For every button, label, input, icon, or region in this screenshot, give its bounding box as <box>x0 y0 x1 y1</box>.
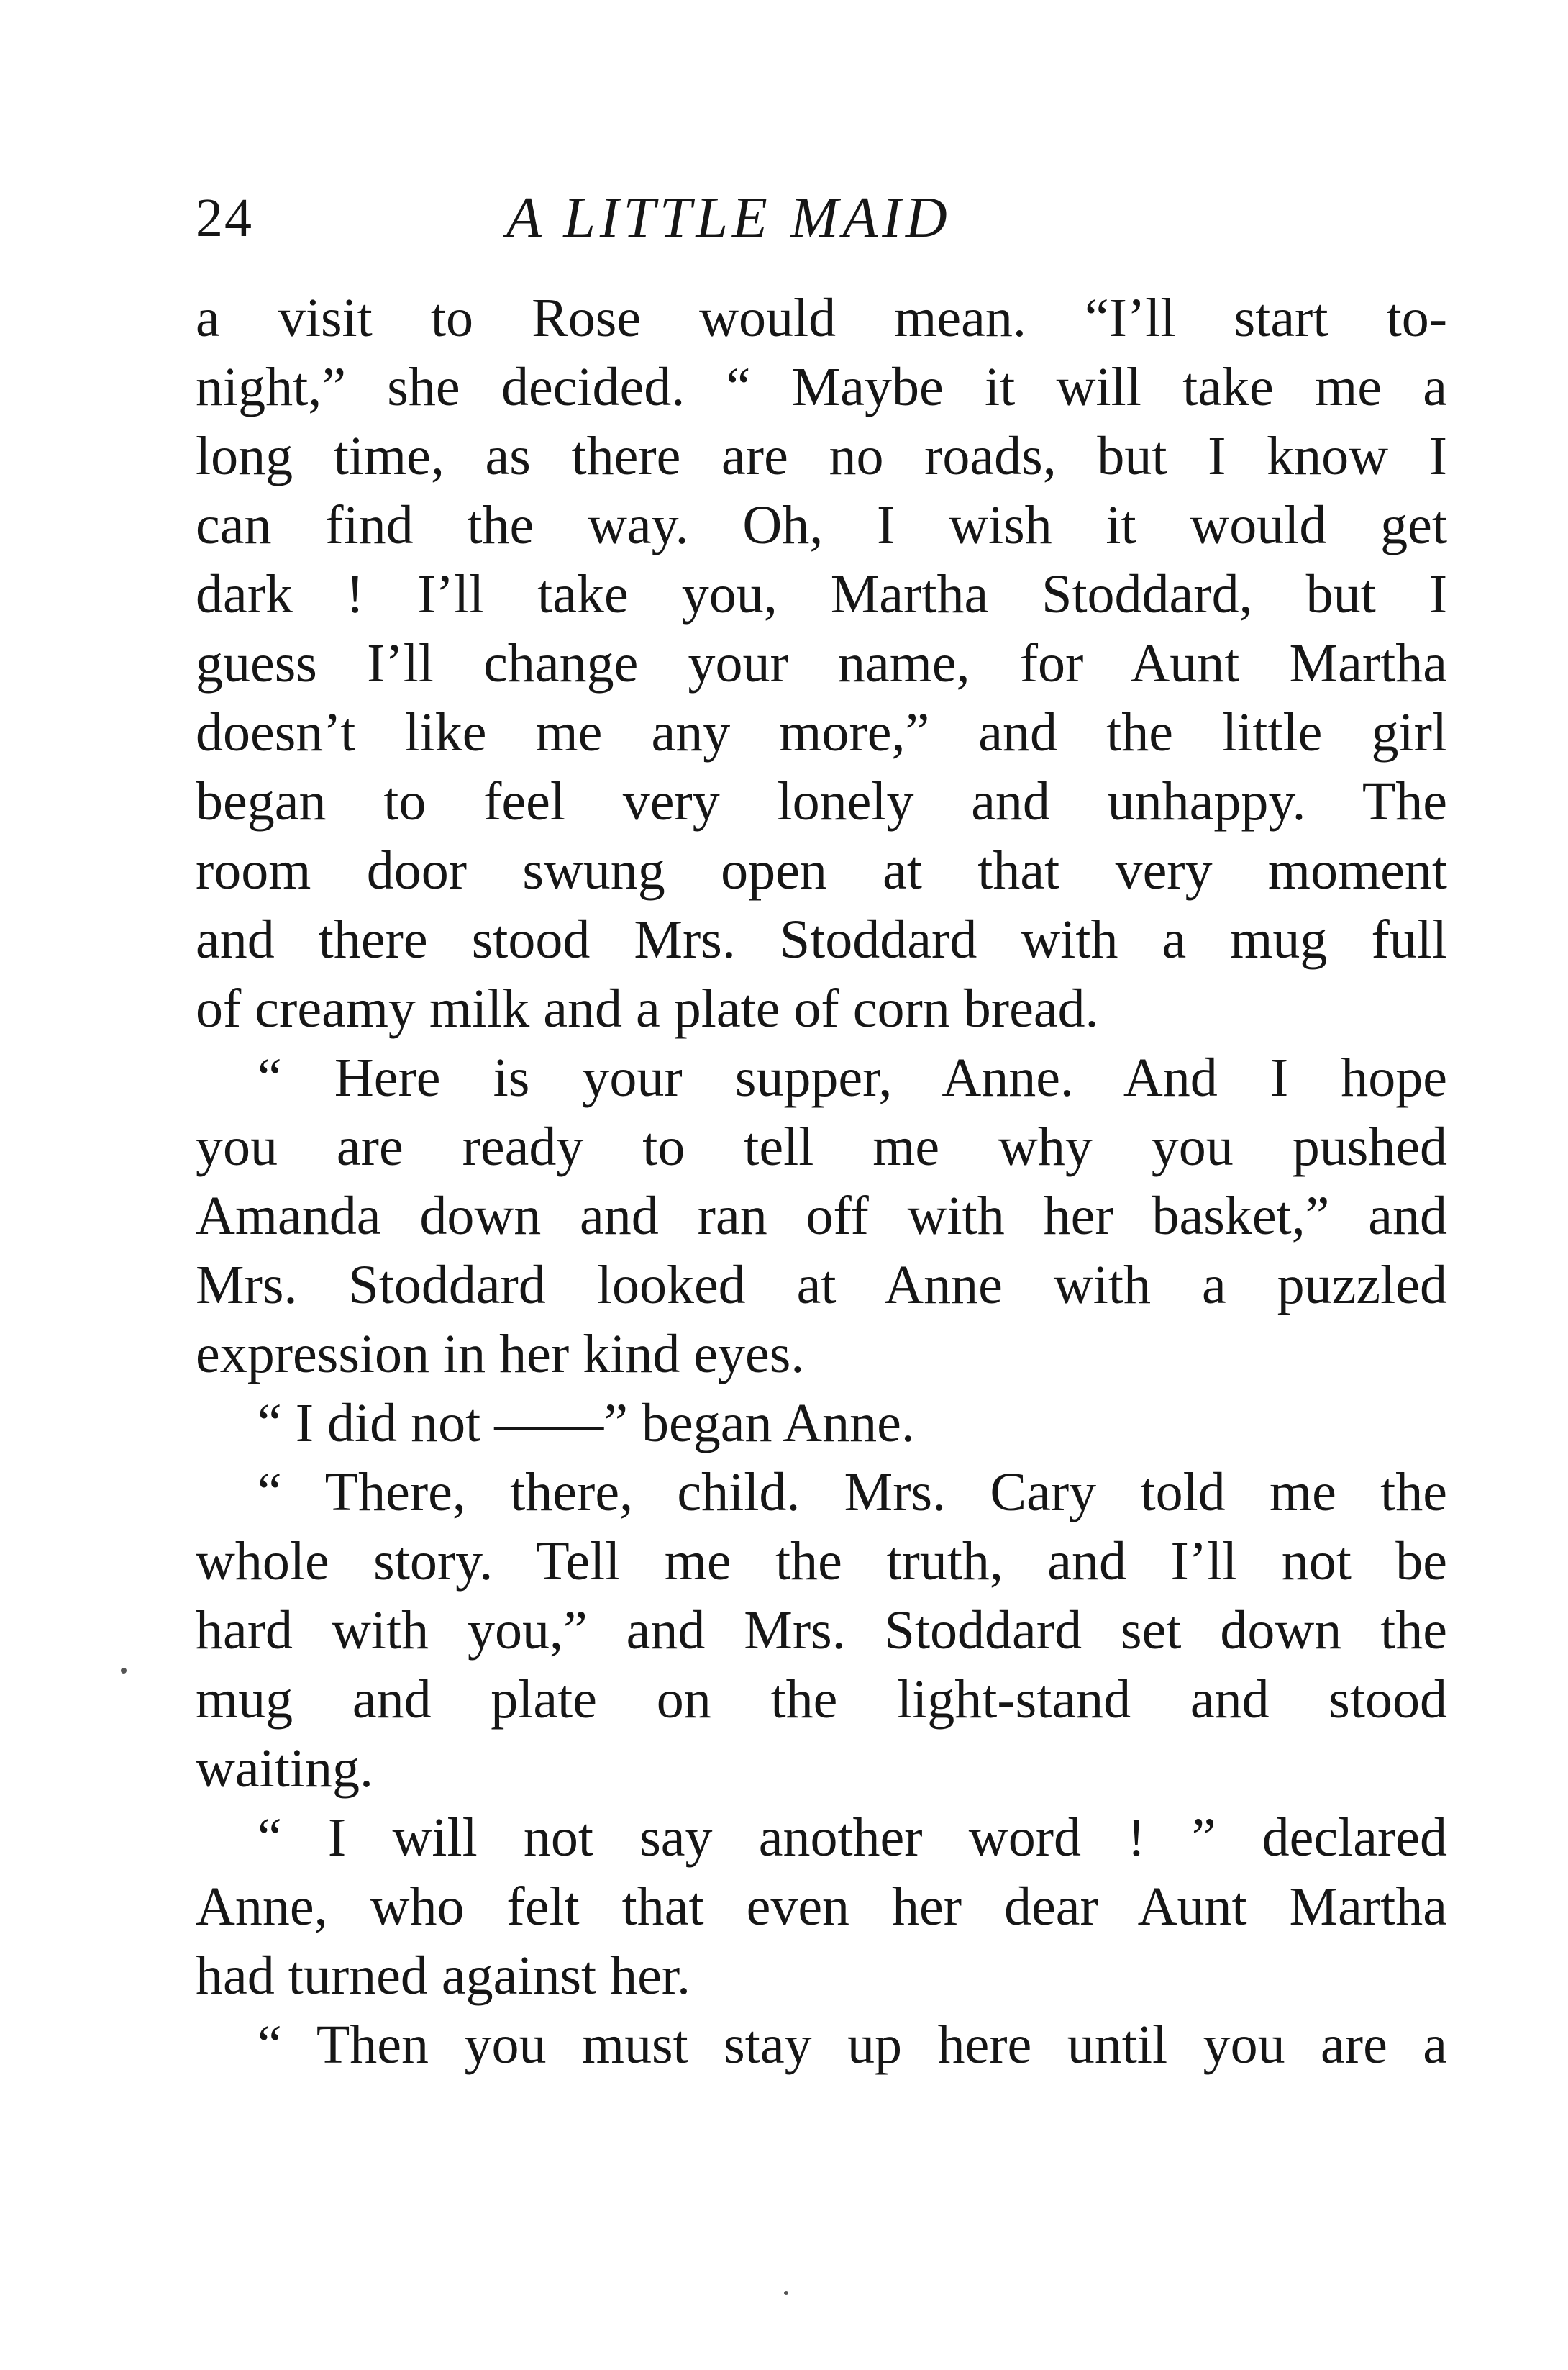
text-line: Anne, who felt that even her dear Aunt Martha <box>196 1876 1447 1937</box>
text-line: began to feel very lonely and unhappy. The <box>196 771 1447 832</box>
text-line: a visit to Rose would mean. “I’ll start to- <box>196 288 1447 348</box>
text-line: waiting. <box>196 1738 373 1799</box>
text-line: dark ! I’ll take you, Martha Stoddard, but I <box>196 564 1447 625</box>
text-line: doesn’t like me any more,” and the little girl <box>196 702 1447 763</box>
text-line: Amanda down and ran off with her basket,” and <box>196 1186 1447 1246</box>
text-line: can find the way. Oh, I wish it would get <box>196 495 1447 555</box>
text-line: “ Then you must stay up here until you are a <box>257 2015 1447 2075</box>
text-line: and there stood Mrs. Stoddard with a mug full <box>196 909 1447 970</box>
text-line: “ I will not say another word ! ” declared <box>257 1807 1447 1868</box>
text-line: room door swung open at that very moment <box>196 840 1447 901</box>
text-line: of creamy milk and a plate of corn bread. <box>196 979 1099 1039</box>
text-line: mug and plate on the light-stand and stood <box>196 1669 1447 1730</box>
running-title: A LITTLE MAID <box>506 186 952 250</box>
text-line: “ I did not ——” began Anne. <box>257 1393 915 1453</box>
text-line: hard with you,” and Mrs. Stoddard set down the <box>196 1600 1447 1661</box>
paper-speck <box>121 1668 127 1674</box>
text-line: expression in her kind eyes. <box>196 1324 805 1384</box>
body-text <box>196 283 1447 2079</box>
running-head <box>196 178 1447 258</box>
text-line: long time, as there are no roads, but I know I <box>196 426 1447 486</box>
text-line: you are ready to tell me why you pushed <box>196 1117 1447 1177</box>
text-line: guess I’ll change your name, for Aunt Martha <box>196 633 1447 694</box>
text-line: Mrs. Stoddard looked at Anne with a puzzled <box>196 1255 1447 1315</box>
text-line: “ Here is your supper, Anne. And I hope <box>257 1048 1447 1108</box>
page-number: 24 <box>196 188 253 248</box>
text-line: night,” she decided. “ Maybe it will take me a <box>196 357 1447 417</box>
text-line: “ There, there, child. Mrs. Cary told me the <box>257 1462 1447 1522</box>
paper-speck <box>784 2291 788 2295</box>
text-line: whole story. Tell me the truth, and I’ll not be <box>196 1531 1447 1592</box>
text-line: had turned against her. <box>196 1946 691 2006</box>
